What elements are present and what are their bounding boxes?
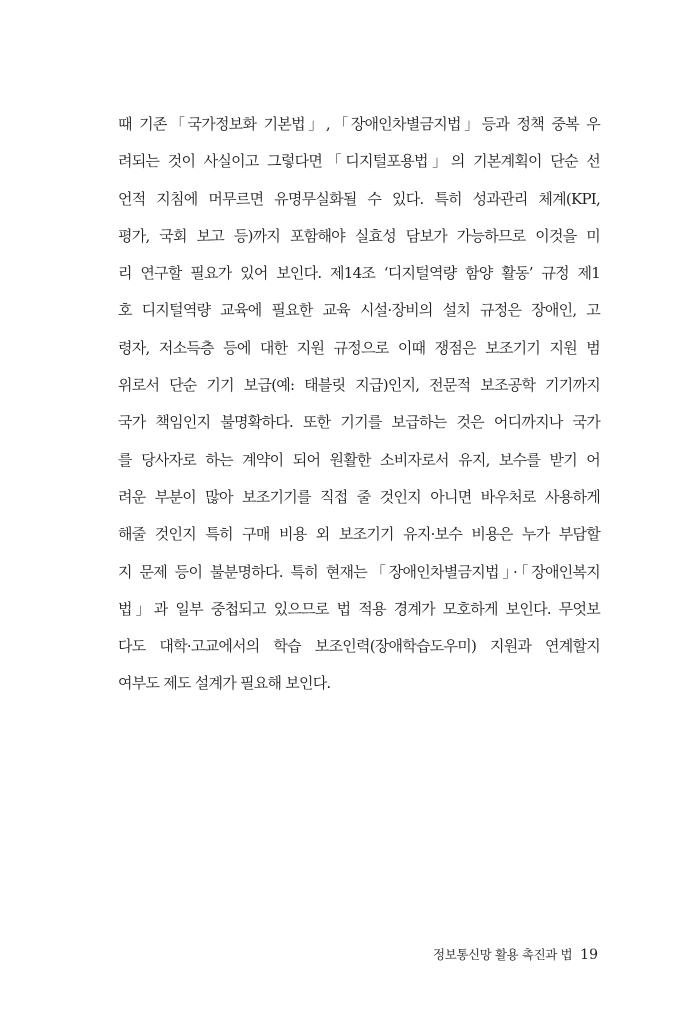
text-line-9: 국가 책임인지 불명확하다. 또한 기기를 보급하는 것은 어디까지나 국가: [118, 413, 600, 432]
text-line-11: 려운 부분이 많아 보조기기를 직접 줄 것인지 아니면 바우처로 사용하게: [118, 487, 600, 506]
text-line-1: 때 기존「국가정보화 기본법」,「장애인차별금지법」등과 정책 중복 우: [118, 115, 600, 133]
text-line-8: 위로서 단순 기기 보급(예: 태블릿 지급)인지, 전문적 보조공학 기기까지: [118, 376, 600, 395]
text-line-5: 리 연구할 필요가 있어 보인다. 제14조 ‘디지털역량 함양 활동’ 규정 제1: [118, 264, 600, 283]
text-line-12: 해줄 것인지 특히 구매 비용 외 보조기기 유지·보수 비용은 누가 부담할: [118, 525, 600, 544]
running-title: 정보통신망 활용 촉진과 법: [433, 947, 573, 962]
page-footer: [433, 944, 598, 966]
text-line-7: 령자, 저소득층 등에 대한 지원 규정으로 이때 쟁점은 보조기기 지원 범: [118, 338, 600, 357]
text-line-10: 를 당사자로 하는 계약이 되어 원활한 소비자로서 유지, 보수를 받기 어: [118, 450, 600, 469]
text-line-13: 지 문제 등이 불분명하다. 특히 현재는「장애인차별금지법」·「장애인복지: [118, 562, 600, 581]
text-line-15: 다도 대학·고교에서의 학습 보조인력(장애학습도우미) 지원과 연계할지: [118, 637, 600, 656]
text-line-2: 려되는 것이 사실이고 그렇다면「디지털포용법」의 기본계획이 단순 선: [118, 152, 600, 171]
text-line-4: 평가, 국회 보고 등)까지 포함해야 실효성 담보가 가능하므로 이것을 미: [118, 226, 600, 245]
body-paragraph: [118, 106, 600, 703]
text-line-6: 호 디지털역량 교육에 필요한 교육 시설·장비의 설치 규정은 장애인, 고: [118, 301, 600, 320]
text-line-14: 법」과 일부 중첩되고 있으므로 법 적용 경계가 모호하게 보인다. 무엇보: [118, 599, 600, 618]
text-line-3: 언적 지침에 머무르면 유명무실화될 수 있다. 특히 성과관리 체계(KPI,: [118, 189, 600, 208]
text-line-16: 여부도 제도 설계가 필요해 보인다.: [118, 674, 331, 693]
page-number: 19: [580, 947, 598, 963]
